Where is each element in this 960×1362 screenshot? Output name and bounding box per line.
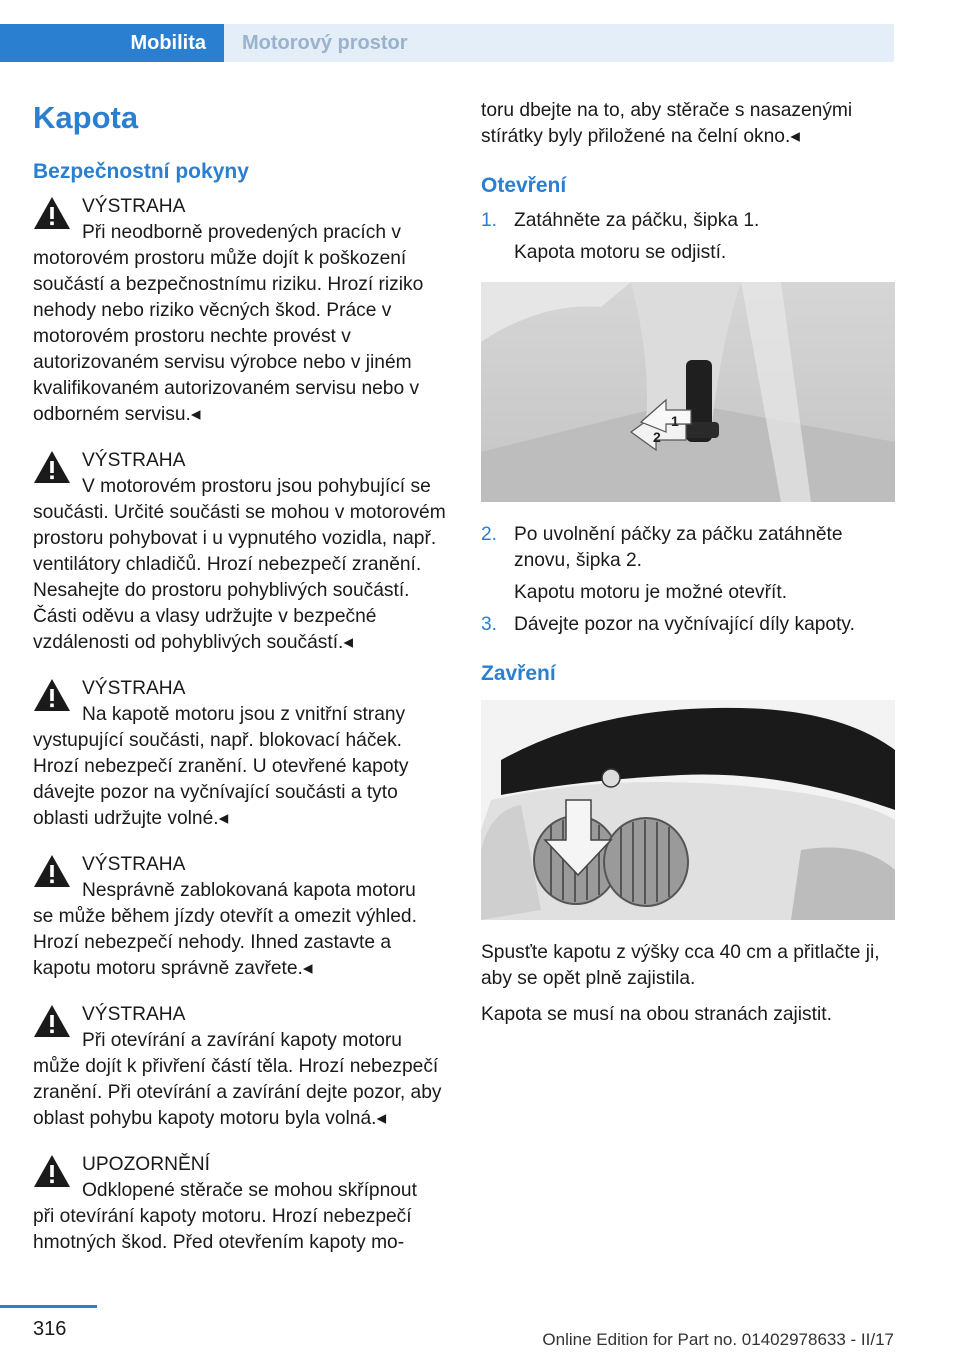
warning-body: může dojít k přivření částí těla. Hrozí nebezpečí zranění. Při otevírání a zavírání dejte pozor, aby oblast pohybu kapoty motoru byla volná.◂ bbox=[33, 1056, 442, 1129]
warning-block bbox=[33, 852, 448, 982]
page-number: 316 bbox=[33, 1318, 67, 1340]
continued-text: toru dbejte na to, aby stěrače s nasazenými stírátky byly přiložené na čelní okno.◂ bbox=[481, 100, 853, 147]
warning-body: součásti. Určité součásti se mohou v motorovém prostoru pohybovat i u vypnutého vozidla, např. ventilátory chladičů. Hrozí nebezpečí zranění. Nesahejte do prostoru pohyblivých součástí. Části oděvu a vlasy udržujte v bezpečné vzdálenosti od pohyblivých součástí.◂ bbox=[33, 502, 446, 653]
warning-triangle-icon bbox=[33, 1004, 71, 1038]
arrow-label-2: 2 bbox=[653, 429, 661, 445]
warning-body: při otevírání kapoty motoru. Hrozí nebezpečí hmotných škod. Před otevřením kapoty mo- bbox=[33, 1206, 412, 1253]
left-column bbox=[33, 98, 448, 1276]
step-number: 2. bbox=[481, 524, 498, 545]
open-steps-continued bbox=[481, 522, 896, 574]
warning-body: vystupující součásti, např. blokovací háček. Hrozí nebezpečí zranění. U otevřené kapoty dávejte pozor na vyčnívající součásti a tyto oblasti udržujte volné.◂ bbox=[33, 730, 409, 829]
hood-closing-image bbox=[481, 700, 895, 920]
warning-triangle-icon bbox=[33, 854, 71, 888]
warning-first-line: Při otevírání a zavírání kapoty motoru bbox=[82, 1030, 402, 1051]
warning-triangle-icon bbox=[33, 678, 71, 712]
step-text: Zatáhněte za páčku, šipka 1. bbox=[514, 210, 760, 231]
hood-close-illustration bbox=[481, 700, 895, 920]
warning-body: motorovém prostoru může dojít k poškození součástí a bezpečnostnímu riziku. Hrozí riziko nehody nebo riziko věcných škod. Práce v motorovém prostoru nechte provést v autorizovaném servisu výrobce nebo v jiném kvalifikovaném autorizovaném servisu nebo v odborném servisu.◂ bbox=[33, 248, 424, 425]
step-result: Kapota motoru se odjistí. bbox=[514, 242, 727, 263]
warning-triangle-icon bbox=[33, 450, 71, 484]
step-item bbox=[481, 612, 896, 638]
warning-first-line: V motorovém prostoru jsou pohybující se bbox=[82, 476, 431, 497]
warning-triangle-icon bbox=[33, 1154, 71, 1188]
step-number: 3. bbox=[481, 614, 498, 635]
warning-label: VÝSTRAHA bbox=[82, 196, 186, 217]
warning-block bbox=[33, 1152, 448, 1256]
brand-logo-icon bbox=[602, 769, 620, 787]
safety-heading: Bezpečnostní pokyny bbox=[33, 160, 249, 183]
section-tab-mobilita: Mobilita bbox=[0, 24, 224, 62]
step-item bbox=[481, 522, 896, 574]
warning-first-line: Při neodborně provedených pracích v bbox=[82, 222, 401, 243]
step-result: Kapotu motoru je možné otevřít. bbox=[514, 582, 788, 603]
warning-block bbox=[33, 676, 448, 832]
warning-block bbox=[33, 448, 448, 656]
step-item bbox=[481, 208, 896, 234]
warning-first-line: Nesprávně zablokovaná kapota motoru bbox=[82, 880, 416, 901]
lever-illustration bbox=[481, 282, 895, 502]
warning-label: VÝSTRAHA bbox=[82, 854, 186, 875]
section-tab-engine-compartment: Motorový prostor bbox=[224, 24, 894, 62]
footer-accent-line bbox=[0, 1305, 97, 1308]
open-heading: Otevření bbox=[481, 174, 567, 197]
page-title: Kapota bbox=[33, 100, 139, 135]
step-text: Dávejte pozor na vyčnívající díly kapoty. bbox=[514, 614, 855, 635]
right-column bbox=[481, 98, 896, 1038]
warning-first-line: Odklopené stěrače se mohou skřípnout bbox=[82, 1180, 417, 1201]
close-note: Kapota se musí na obou stranách zajistit. bbox=[481, 1004, 832, 1025]
warning-first-line: Na kapotě motoru jsou z vnitřní strany bbox=[82, 704, 406, 725]
warning-block bbox=[33, 194, 448, 428]
hood-release-lever-image bbox=[481, 282, 895, 502]
open-steps bbox=[481, 208, 896, 234]
warning-block bbox=[33, 1002, 448, 1132]
warning-body: se může během jízdy otevřít a omezit výhled. Hrozí nebezpečí nehody. Ihned zastavte a kapotu motoru správně zavřete.◂ bbox=[33, 906, 417, 979]
edition-info: Online Edition for Part no. 01402978633 - II/17 bbox=[542, 1330, 894, 1349]
warning-label: UPOZORNĚNÍ bbox=[82, 1154, 210, 1175]
warning-triangle-icon bbox=[33, 196, 71, 230]
warning-label: VÝSTRAHA bbox=[82, 450, 186, 471]
arrow-label-1: 1 bbox=[671, 413, 679, 429]
step-number: 1. bbox=[481, 210, 498, 231]
warning-label: VÝSTRAHA bbox=[82, 678, 186, 699]
close-heading: Zavření bbox=[481, 662, 556, 685]
warning-label: VÝSTRAHA bbox=[82, 1004, 186, 1025]
warnings-list bbox=[33, 194, 448, 1256]
open-steps-final bbox=[481, 612, 896, 638]
page-header bbox=[0, 0, 960, 62]
close-instruction: Spusťte kapotu z výšky cca 40 cm a přitlačte ji, aby se opět plně zajistila. bbox=[481, 942, 880, 989]
step-text: Po uvolnění páčky za páčku zatáhněte znovu, šipka 2. bbox=[514, 524, 843, 571]
